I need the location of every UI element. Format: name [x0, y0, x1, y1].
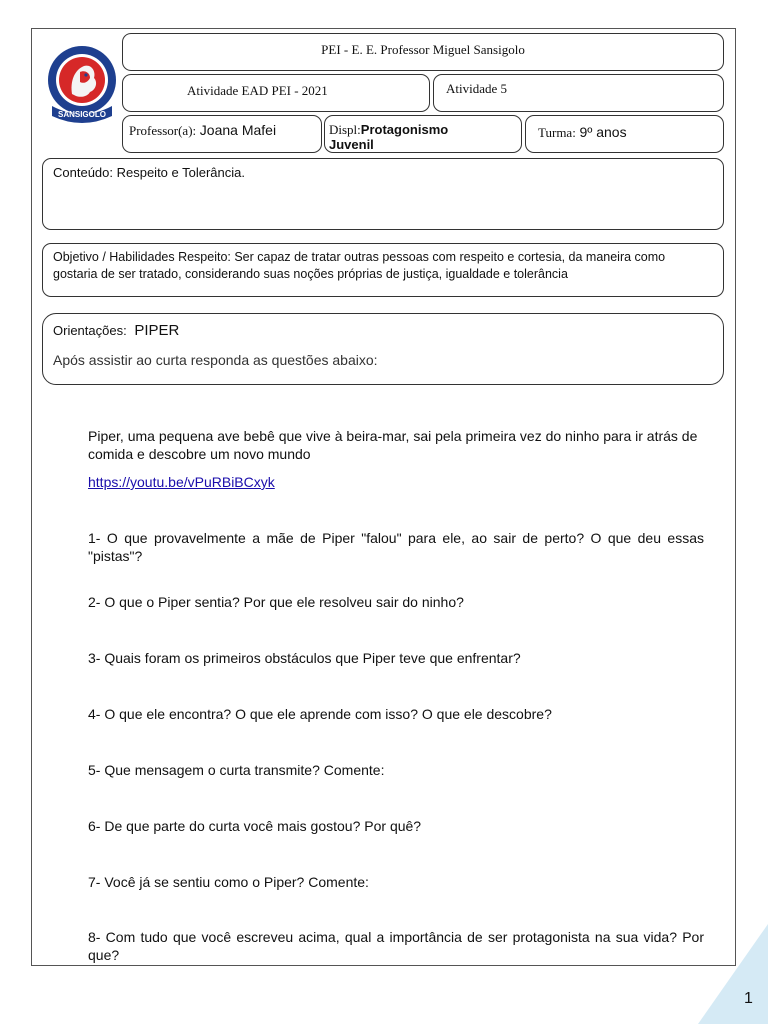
discipline-name-line2: Juvenil [329, 137, 374, 152]
discipline-name-line1: Protagonismo [360, 122, 449, 137]
content-text: Conteúdo: Respeito e Tolerância. [53, 165, 245, 180]
page-number: 1 [744, 990, 753, 1007]
guidance-box [42, 313, 724, 385]
teacher-name: Joana Mafei [199, 122, 277, 138]
activity-type-box [122, 74, 430, 112]
question-5: 5- Que mensagem o curta transmite? Comente: [88, 762, 385, 778]
guidance-heading [53, 322, 179, 339]
discipline-label: Displ: [329, 122, 361, 137]
content-box [42, 158, 724, 230]
question-4: 4- O que ele encontra? O que ele aprende com isso? O que ele descobre? [88, 706, 552, 722]
guidance-title: PIPER [134, 322, 180, 339]
teacher-box [122, 115, 322, 153]
video-link[interactable]: https://youtu.be/vPuRBiBCxyk [88, 474, 275, 490]
school-name-box [122, 33, 724, 71]
class-box [525, 115, 724, 153]
activity-number-box [433, 74, 724, 112]
school-logo [46, 42, 118, 128]
question-7: 7- Você já se sentiu como o Piper? Comente: [88, 874, 369, 890]
logo-text-bottom: SANSIGOLO [57, 110, 107, 119]
guidance-label: Orientações: [53, 323, 127, 338]
teacher-label: Professor(a): [129, 123, 197, 138]
intro-text: Piper, uma pequena ave bebê que vive à beira-mar, sai pela primeira vez do ninho para ir atrás de comida e descobre um novo mundo [88, 428, 698, 462]
objective-text: Objetivo / Habilidades Respeito: Ser capaz de tratar outras pessoas com respeito e cortesia, da maneira como gostaria de ser tratado, considerando suas noções próprias de justiça, igualdade e tolerância [53, 250, 666, 281]
question-6: 6- De que parte do curta você mais gostou? Por quê? [88, 818, 422, 834]
school-name: PEI - E. E. Professor Miguel Sansigolo [321, 42, 525, 57]
class-value: 9º anos [579, 124, 627, 140]
class-field [538, 124, 627, 141]
activity-type: Atividade EAD PEI - 2021 [187, 83, 328, 98]
question-1: 1- O que provavelmente a mãe de Piper "falou" para ele, ao sair de perto? O que deu essas "pistas"? [88, 530, 704, 564]
class-label: Turma: [538, 125, 576, 140]
guidance-instruction: Após assistir ao curta responda as questões abaixo: [53, 352, 378, 368]
question-3: 3- Quais foram os primeiros obstáculos que Piper teve que enfrentar? [88, 650, 521, 666]
question-8: 8- Com tudo que você escreveu acima, qual a importância de ser protagonista na sua vida? Por que? [88, 929, 704, 963]
discipline-field [329, 122, 448, 152]
corner-decoration [698, 924, 768, 1024]
activity-number: Atividade 5 [446, 81, 508, 96]
objective-box [42, 243, 724, 297]
discipline-box [324, 115, 522, 153]
teacher-field [129, 122, 276, 139]
question-2: 2- O que o Piper sentia? Por que ele resolveu sair do ninho? [88, 594, 464, 610]
